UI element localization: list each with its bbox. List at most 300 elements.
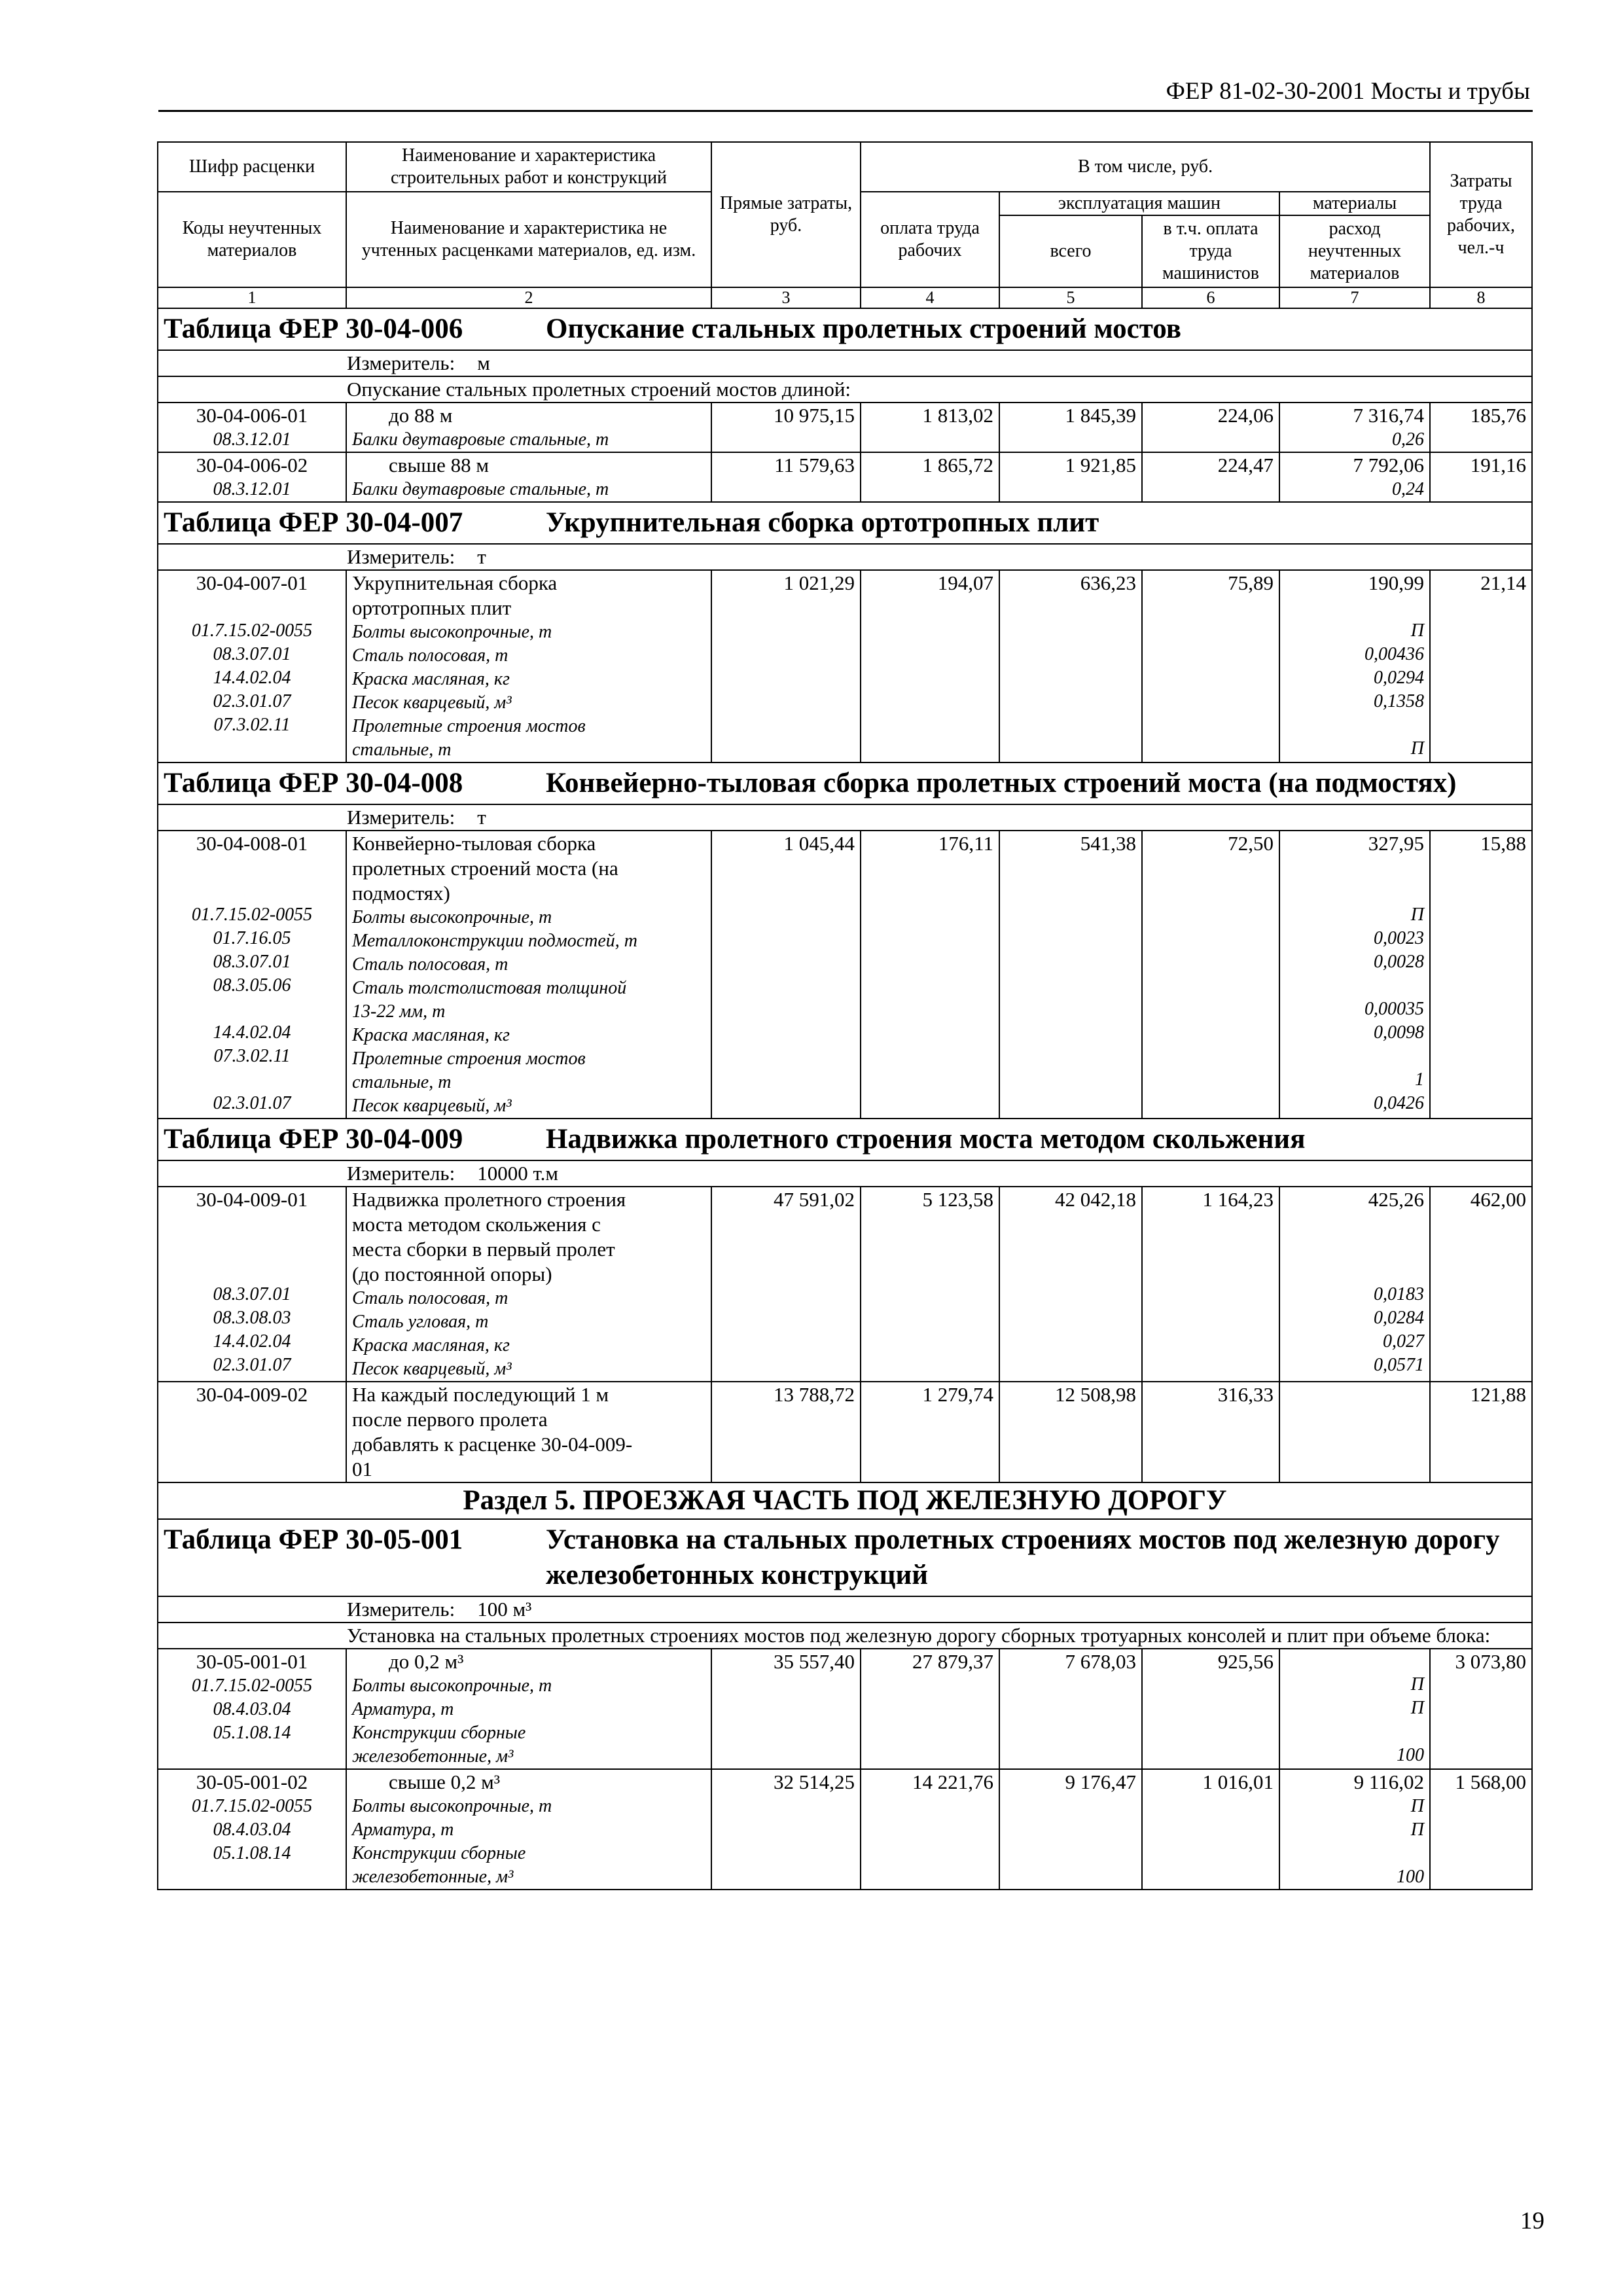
rate-code-value: 30-04-009-01 [196, 1188, 308, 1211]
value-v4 [861, 452, 999, 502]
value-v7-text: 7 792,06 [1353, 454, 1425, 476]
rate-name-line: Надвижка пролетного строения [352, 1188, 626, 1211]
material-qty: 0,24 [1392, 479, 1425, 499]
table-number: Таблица ФЕР 30-04-006 [164, 314, 463, 344]
unit-row [158, 1596, 1532, 1623]
rate-name [346, 1382, 711, 1482]
material-name: Болты высокопрочные, т [352, 622, 552, 642]
material-qty: 1 [1415, 1069, 1425, 1090]
spacer [164, 1431, 340, 1454]
spacer [1285, 1429, 1424, 1453]
material-code: 07.3.02.11 [213, 715, 291, 735]
table-title-row [158, 308, 1532, 350]
col-materials: материалы [1279, 192, 1430, 215]
value-v8 [1430, 831, 1532, 1119]
rate-name-line: моста методом скольжения с [352, 1213, 601, 1236]
unit-cell [158, 1160, 1532, 1187]
unit-value: м [477, 351, 490, 374]
table-title [158, 1119, 1532, 1160]
material-qty: 0,26 [1392, 429, 1425, 450]
col-number: 7 [1279, 287, 1430, 308]
table-name: Конвейерно-тыловая сборка пролетных строений моста (на подмостях) [546, 768, 1457, 798]
value-v4-text: 14 221,76 [912, 1770, 993, 1793]
value-v4-text: 176,11 [938, 832, 993, 855]
value-v5 [999, 403, 1142, 452]
value-v8 [1430, 452, 1532, 502]
col-labor-cost: Затраты труда рабочих, чел.-ч [1430, 142, 1532, 287]
material-name: Болты высокопрочные, т [352, 1796, 552, 1816]
material-name: Балки двутавровые стальные, т [352, 479, 609, 499]
spacer [164, 1068, 340, 1092]
value-v4 [861, 1382, 999, 1482]
spacer [164, 596, 340, 619]
material-qty: П [1410, 620, 1425, 641]
value-v4 [861, 1187, 999, 1382]
material-code: 14.4.02.04 [213, 1022, 291, 1043]
value-v3 [711, 403, 861, 452]
value-v4 [861, 831, 999, 1119]
value-v4 [861, 570, 999, 762]
rate-code [158, 403, 346, 452]
material-name: Пролетные строения мостов [352, 716, 586, 736]
rate-name [346, 570, 711, 762]
material-name: железобетонные, м³ [352, 1746, 514, 1767]
value-v5-text: 7 678,03 [1065, 1650, 1136, 1673]
material-code: 05.1.08.14 [213, 1723, 291, 1743]
value-v7 [1279, 1649, 1430, 1769]
spacer [164, 856, 340, 880]
value-v5-text: 42 042,18 [1055, 1188, 1136, 1211]
rate-name-line: (до постоянной опоры) [352, 1263, 552, 1285]
value-v8-text: 3 073,80 [1455, 1650, 1527, 1673]
material-name: Сталь полосовая, т [352, 645, 508, 666]
rate-code [158, 452, 346, 502]
rate-row [158, 1187, 1532, 1382]
section-title: Раздел 5. ПРОЕЗЖАЯ ЧАСТЬ ПОД ЖЕЛЕЗНУЮ ДОРОГУ [158, 1482, 1532, 1519]
unit-value: 10000 т.м [477, 1162, 559, 1185]
rate-row [158, 831, 1532, 1119]
rate-code-value: 30-05-001-02 [196, 1770, 308, 1793]
table-name: Установка на стальных пролетных строениях мостов под железную дорогу железобетонных конструкций [546, 1524, 1500, 1590]
value-v8-text: 462,00 [1470, 1188, 1527, 1211]
col-number: 2 [346, 287, 711, 308]
unit-row [158, 804, 1532, 831]
rate-name [346, 1649, 711, 1769]
value-v6 [1142, 831, 1279, 1119]
value-v6 [1142, 1187, 1279, 1382]
material-code: 08.3.12.01 [213, 429, 291, 450]
spacer [164, 880, 340, 903]
spacer [1285, 1045, 1424, 1068]
table-title-row [158, 502, 1532, 544]
value-v8-text: 15,88 [1480, 832, 1527, 855]
spacer [164, 1236, 340, 1259]
material-name: Песок кварцевый, м³ [352, 1359, 512, 1379]
material-qty: П [1410, 1796, 1425, 1816]
spacer [1285, 1406, 1424, 1429]
material-code: 08.3.12.01 [213, 479, 291, 499]
rate-name-line: ортотропных плит [352, 596, 512, 619]
value-v8-text: 21,14 [1480, 571, 1527, 594]
value-v8-text: 121,88 [1470, 1383, 1527, 1406]
table-name: Опускание стальных пролетных строений мостов [546, 314, 1181, 344]
rate-row [158, 570, 1532, 762]
material-code: 01.7.16.05 [213, 928, 291, 948]
material-qty: 0,027 [1383, 1331, 1425, 1352]
material-name: 13-22 мм, т [352, 1001, 446, 1022]
col-name-top: Наименование и характеристика строительных работ и конструкций [346, 142, 711, 192]
value-v5 [999, 1382, 1142, 1482]
value-v6 [1142, 1769, 1279, 1890]
rate-name-line: до 88 м [389, 404, 453, 427]
value-v4-text: 5 123,58 [922, 1188, 993, 1211]
material-code: 01.7.15.02-0055 [191, 905, 313, 925]
description-row [158, 1623, 1532, 1649]
value-v3-text: 11 579,63 [774, 454, 855, 476]
value-v5 [999, 1769, 1142, 1890]
table-name: Укрупнительная сборка ортотропных плит [546, 507, 1099, 538]
value-v6-text: 925,56 [1217, 1650, 1274, 1673]
spacer [164, 1454, 340, 1478]
material-qty: 0,0571 [1374, 1355, 1425, 1375]
material-code: 14.4.02.04 [213, 1331, 291, 1352]
material-code: 08.3.08.03 [213, 1308, 291, 1328]
table-number: Таблица ФЕР 30-04-009 [164, 1124, 463, 1155]
page-number: 19 [1520, 2208, 1544, 2234]
material-name: Краска масляная, кг [352, 669, 510, 689]
unit-label: Измеритель: [347, 1162, 455, 1185]
col-incl: В том числе, руб. [861, 142, 1430, 192]
rate-name [346, 831, 711, 1119]
value-v4 [861, 1769, 999, 1890]
value-v6-text: 75,89 [1228, 571, 1274, 594]
spacer [164, 1745, 340, 1768]
rate-code-value: 30-05-001-01 [196, 1650, 308, 1673]
unit-cell [158, 1596, 1532, 1623]
material-code: 05.1.08.14 [213, 1843, 291, 1863]
value-v7-text: 9 116,02 [1353, 1770, 1425, 1793]
material-name: Конструкции сборные [352, 1723, 526, 1743]
table-body [158, 308, 1532, 1890]
rate-code-value: 30-04-006-01 [196, 404, 308, 427]
rate-name-line: после первого пролета [352, 1408, 548, 1431]
table-title [158, 308, 1532, 350]
value-v3 [711, 1769, 861, 1890]
value-v5 [999, 831, 1142, 1119]
unit-label: Измеритель: [347, 545, 455, 568]
material-name: Пролетные строения мостов [352, 1049, 586, 1069]
material-name: Сталь толстолистовая толщиной [352, 978, 627, 998]
value-v7 [1279, 452, 1430, 502]
rate-name-line: 01 [352, 1458, 372, 1480]
material-qty: 100 [1397, 1745, 1425, 1765]
rate-row [158, 1769, 1532, 1890]
spacer [1285, 856, 1424, 880]
rate-row [158, 1649, 1532, 1769]
description-row [158, 376, 1532, 403]
col-number: 8 [1430, 287, 1532, 308]
value-v7-text: 190,99 [1368, 571, 1425, 594]
material-name: Болты высокопрочные, т [352, 907, 552, 927]
table-title [158, 1519, 1532, 1596]
material-name: железобетонные, м³ [352, 1867, 514, 1887]
value-v4 [861, 1649, 999, 1769]
col-number: 3 [711, 287, 861, 308]
value-v6-text: 224,06 [1217, 404, 1274, 427]
value-v8 [1430, 1649, 1532, 1769]
rates-table [157, 141, 1533, 1890]
unit-label: Измеритель: [347, 351, 455, 374]
material-code: 02.3.01.07 [213, 1355, 291, 1375]
value-v5 [999, 570, 1142, 762]
material-qty: 0,0028 [1374, 952, 1425, 972]
unit-row [158, 544, 1532, 570]
value-v7-text [1285, 1382, 1424, 1406]
spacer [1285, 974, 1424, 997]
material-qty: 100 [1397, 1867, 1425, 1887]
table-title-row [158, 1519, 1532, 1596]
value-v6 [1142, 403, 1279, 452]
rate-code [158, 1649, 346, 1769]
material-qty: 0,00436 [1364, 644, 1425, 664]
value-v3 [711, 831, 861, 1119]
col-number: 1 [158, 287, 346, 308]
value-v7-text: 425,26 [1368, 1188, 1425, 1211]
value-v8 [1430, 1187, 1532, 1382]
col-machines-labor: в т.ч. оплата труда машинистов [1142, 215, 1279, 287]
col-labor-pay: оплата труда рабочих [861, 192, 999, 287]
value-v7 [1279, 831, 1430, 1119]
material-name: стальные, т [352, 1072, 452, 1092]
material-name: стальные, т [352, 740, 452, 760]
table-name: Надвижка пролетного строения моста методом скольжения [546, 1124, 1306, 1155]
unit-label: Измеритель: [347, 1598, 455, 1621]
unit-cell [158, 350, 1532, 376]
unit-row [158, 350, 1532, 376]
col-direct: Прямые затраты, руб. [711, 142, 861, 287]
value-v3-text: 1 021,29 [783, 571, 855, 594]
material-qty: П [1410, 1674, 1425, 1695]
rate-name-line: подмостях) [352, 882, 450, 905]
value-v8-text: 185,76 [1470, 404, 1527, 427]
rate-code [158, 831, 346, 1119]
value-v5-text: 636,23 [1080, 571, 1136, 594]
material-code: 01.7.15.02-0055 [191, 1676, 313, 1696]
rate-name-line: свыше 88 м [389, 454, 489, 476]
material-qty: 0,00035 [1364, 999, 1425, 1019]
value-v4-text: 1 279,74 [922, 1383, 993, 1406]
material-code: 14.4.02.04 [213, 668, 291, 688]
unit-value: 100 м³ [477, 1598, 532, 1621]
value-v6-text: 1 016,01 [1202, 1770, 1274, 1793]
material-qty: 0,0284 [1374, 1308, 1425, 1328]
value-v5-text: 9 176,47 [1065, 1770, 1136, 1793]
col-code-top: Шифр расценки [158, 142, 346, 192]
material-qty: 0,0426 [1374, 1093, 1425, 1113]
unit-cell [158, 804, 1532, 831]
table-title-row [158, 762, 1532, 804]
spacer [164, 1259, 340, 1283]
value-v7 [1279, 1187, 1430, 1382]
value-v8 [1430, 1382, 1532, 1482]
rate-row [158, 1382, 1532, 1482]
material-qty: 0,0098 [1374, 1022, 1425, 1043]
spacer [1285, 1212, 1424, 1236]
value-v3 [711, 570, 861, 762]
unit-cell [158, 544, 1532, 570]
material-code: 08.3.07.01 [213, 1284, 291, 1304]
rate-code-value: 30-04-006-02 [196, 454, 308, 476]
col-materials-sub: расход неучтенных материалов [1279, 215, 1430, 287]
material-code: 01.7.15.02-0055 [191, 1796, 313, 1816]
value-v3 [711, 1187, 861, 1382]
table-description: Опускание стальных пролетных строений мостов длиной: [158, 376, 1532, 403]
col-number: 6 [1142, 287, 1279, 308]
col-machines-total: всего [999, 215, 1142, 287]
col-machines: эксплуатация машин [999, 192, 1279, 215]
value-v3-text: 13 788,72 [774, 1383, 855, 1406]
rate-name-line: добавлять к расценке 30-04-009- [352, 1433, 633, 1456]
value-v5-text: 1 845,39 [1065, 404, 1136, 427]
unit-row [158, 1160, 1532, 1187]
material-code: 08.3.05.06 [213, 975, 291, 996]
spacer [1285, 713, 1424, 737]
material-name: Сталь угловая, т [352, 1312, 489, 1332]
spacer [1285, 1720, 1424, 1744]
table-title-row [158, 1119, 1532, 1160]
rate-name-line: свыше 0,2 м³ [389, 1770, 501, 1793]
spacer [164, 737, 340, 761]
material-qty: П [1410, 1698, 1425, 1718]
value-v5 [999, 1187, 1142, 1382]
value-v6-text: 72,50 [1228, 832, 1274, 855]
material-name: Конструкции сборные [352, 1843, 526, 1863]
material-name: Краска масляная, кг [352, 1025, 510, 1045]
material-qty: 0,0294 [1374, 668, 1425, 688]
value-v3-text: 1 045,44 [783, 832, 855, 855]
value-v5-text: 541,38 [1080, 832, 1136, 855]
value-v4-text: 1 813,02 [922, 404, 993, 427]
rate-row [158, 403, 1532, 452]
material-code: 08.4.03.04 [213, 1820, 291, 1840]
value-v7-text: 327,95 [1368, 832, 1425, 855]
material-name: Болты высокопрочные, т [352, 1676, 552, 1696]
value-v7 [1279, 403, 1430, 452]
column-numbers-row [158, 287, 1532, 308]
value-v8 [1430, 1769, 1532, 1890]
rate-name-line: места сборки в первый пролет [352, 1238, 615, 1261]
spacer [1285, 596, 1424, 619]
rate-name-line: пролетных строений моста (на [352, 857, 618, 880]
table-number: Таблица ФЕР 30-04-008 [164, 768, 463, 798]
rate-code-value: 30-04-007-01 [196, 571, 308, 594]
rate-code [158, 570, 346, 762]
spacer [164, 1407, 340, 1431]
unit-value: т [477, 545, 486, 568]
spacer [164, 1212, 340, 1236]
rate-code [158, 1187, 346, 1382]
table-number: Таблица ФЕР 30-04-007 [164, 507, 463, 538]
value-v3 [711, 1382, 861, 1482]
col-number: 5 [999, 287, 1142, 308]
material-qty: П [1410, 738, 1425, 759]
material-qty: 0,0023 [1374, 928, 1425, 948]
value-v3-text: 32 514,25 [774, 1770, 855, 1793]
rate-row [158, 452, 1532, 502]
value-v4-text: 194,07 [937, 571, 993, 594]
rate-code [158, 1769, 346, 1890]
material-name: Арматура, т [352, 1699, 454, 1719]
value-v3-text: 35 557,40 [774, 1650, 855, 1673]
material-name: Сталь полосовая, т [352, 954, 508, 975]
material-code: 08.4.03.04 [213, 1699, 291, 1719]
col-number: 4 [861, 287, 999, 308]
table-description: Установка на стальных пролетных строениях мостов под железную дорогу сборных тротуарных консолей и плит при объеме блока: [158, 1623, 1532, 1649]
value-v3 [711, 1649, 861, 1769]
value-v6-text: 1 164,23 [1202, 1188, 1274, 1211]
value-v6 [1142, 1382, 1279, 1482]
value-v5-text: 12 508,98 [1055, 1383, 1136, 1406]
unit-value: т [477, 806, 486, 829]
value-v7 [1279, 570, 1430, 762]
unit-label: Измеритель: [347, 806, 455, 829]
rate-name-line: На каждый последующий 1 м [352, 1383, 609, 1406]
spacer [164, 997, 340, 1021]
material-code: 08.3.07.01 [213, 952, 291, 972]
document-title: ФЕР 81-02-30-2001 Мосты и трубы [1166, 78, 1530, 105]
material-qty: 0,0183 [1374, 1284, 1425, 1304]
value-v6 [1142, 452, 1279, 502]
value-v3 [711, 452, 861, 502]
value-v4-text: 27 879,37 [912, 1650, 993, 1673]
rate-name [346, 1769, 711, 1890]
material-code: 08.3.07.01 [213, 644, 291, 664]
value-v7-text [1285, 1649, 1424, 1673]
value-v7-text: 7 316,74 [1353, 404, 1425, 427]
material-code: 07.3.02.11 [213, 1046, 291, 1066]
table-title [158, 502, 1532, 544]
value-v6 [1142, 1649, 1279, 1769]
value-v4 [861, 403, 999, 452]
rate-name-line: Укрупнительная сборка [352, 571, 558, 594]
value-v5 [999, 452, 1142, 502]
rate-name-line: Конвейерно-тыловая сборка [352, 832, 596, 855]
section-row [158, 1482, 1532, 1519]
value-v8 [1430, 570, 1532, 762]
value-v8 [1430, 403, 1532, 452]
value-v6 [1142, 570, 1279, 762]
value-v7 [1279, 1769, 1430, 1890]
material-name: Балки двутавровые стальные, т [352, 429, 609, 450]
material-name: Арматура, т [352, 1820, 454, 1840]
rate-name [346, 1187, 711, 1382]
table-title [158, 762, 1532, 804]
material-code: 01.7.15.02-0055 [191, 620, 313, 641]
table-head [158, 142, 1532, 308]
spacer [1285, 1236, 1424, 1259]
value-v6-text: 224,47 [1217, 454, 1274, 476]
spacer [164, 1865, 340, 1889]
rate-name [346, 452, 711, 502]
material-code: 02.3.01.07 [213, 691, 291, 711]
col-code-bottom: Коды неучтенных материалов [158, 192, 346, 287]
rate-name-line: до 0,2 м³ [389, 1650, 464, 1673]
rate-code-value: 30-04-009-02 [196, 1383, 308, 1406]
rate-code-value: 30-04-008-01 [196, 832, 308, 855]
value-v5 [999, 1649, 1142, 1769]
running-header [158, 71, 1533, 112]
value-v4-text: 1 865,72 [922, 454, 993, 476]
